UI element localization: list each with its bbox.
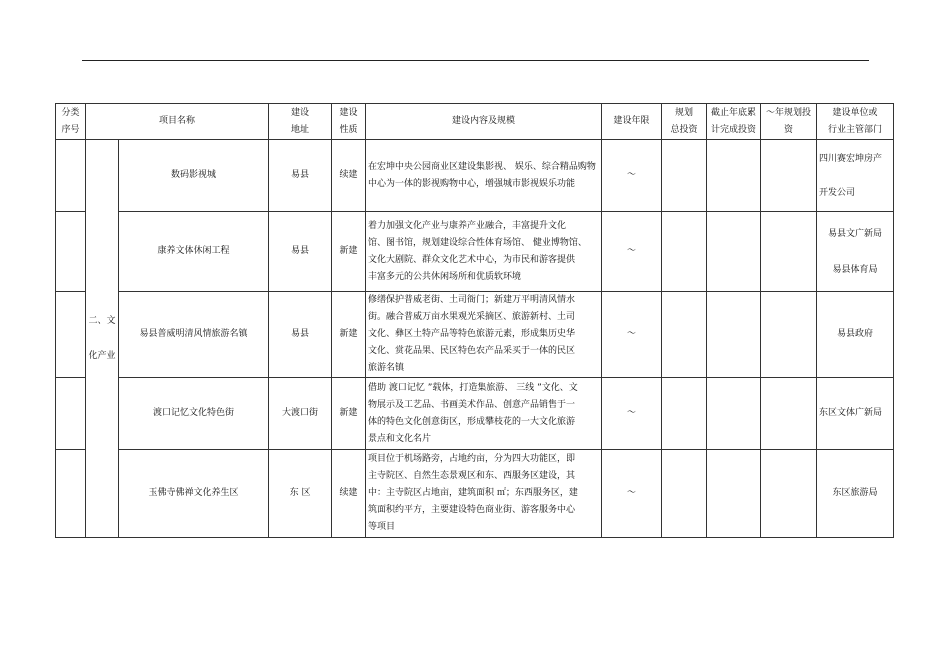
seq-cell bbox=[56, 292, 86, 378]
category-cell: 二、文 化产业 bbox=[86, 140, 119, 538]
planned-investment-cell bbox=[662, 378, 707, 450]
period-cell: ～ bbox=[602, 292, 662, 378]
completed-investment-cell bbox=[707, 292, 761, 378]
nature-cell: 续建 bbox=[332, 450, 366, 538]
header-year-plan-investment: ～年规划投 资 bbox=[761, 104, 817, 140]
table-row bbox=[56, 140, 894, 212]
header-content: 建设内容及规模 bbox=[366, 104, 602, 140]
nature-cell: 新建 bbox=[332, 212, 366, 292]
header-row bbox=[56, 104, 894, 140]
period-cell: ～ bbox=[602, 378, 662, 450]
table-row bbox=[56, 212, 894, 292]
header-completed-investment: 截止年底累 计完成投资 bbox=[707, 104, 761, 140]
table-row bbox=[56, 292, 894, 378]
unit-cell: 四川赛宏坤房产 开发公司 bbox=[817, 140, 894, 212]
completed-investment-cell bbox=[707, 140, 761, 212]
project-name-cell: 渡口记忆文化特色街 bbox=[119, 378, 269, 450]
seq-cell bbox=[56, 450, 86, 538]
year-plan-investment-cell bbox=[761, 212, 817, 292]
nature-cell: 新建 bbox=[332, 292, 366, 378]
header-planned-investment: 规划 总投资 bbox=[662, 104, 707, 140]
planned-investment-cell bbox=[662, 140, 707, 212]
year-plan-investment-cell bbox=[761, 292, 817, 378]
planned-investment-cell bbox=[662, 292, 707, 378]
completed-investment-cell bbox=[707, 378, 761, 450]
year-plan-investment-cell bbox=[761, 378, 817, 450]
project-name-cell: 数码影视城 bbox=[119, 140, 269, 212]
location-cell: 易县 bbox=[269, 212, 332, 292]
table-row bbox=[56, 378, 894, 450]
seq-cell bbox=[56, 140, 86, 212]
seq-cell bbox=[56, 378, 86, 450]
seq-cell bbox=[56, 212, 86, 292]
year-plan-investment-cell bbox=[761, 450, 817, 538]
project-table bbox=[55, 103, 894, 538]
content-cell: 在宏坤中央公园商业区建设集影视、 娱乐、综合精品购物 中心为一体的影视购物中心，增强城市影视娱乐功能 bbox=[366, 140, 602, 212]
planned-investment-cell bbox=[662, 450, 707, 538]
location-cell: 东 区 bbox=[269, 450, 332, 538]
content-cell: 着力加强文化产业与康养产业融合，丰富提升文化 馆、图书馆，规划建设综合性体育场馆、 健业博物馆、 文化大剧院、群众文化艺术中心，为市民和游客提供 丰富多元的公共休闲场所和优质软环境 bbox=[366, 212, 602, 292]
planned-investment-cell bbox=[662, 212, 707, 292]
table-row bbox=[56, 450, 894, 538]
project-name-cell: 易县普威明清风情旅游名镇 bbox=[119, 292, 269, 378]
project-name-cell: 玉佛寺佛禅文化养生区 bbox=[119, 450, 269, 538]
unit-cell: 易县政府 bbox=[817, 292, 894, 378]
nature-cell: 新建 bbox=[332, 378, 366, 450]
location-cell: 易县 bbox=[269, 292, 332, 378]
content-cell: 项目位于机场路旁，占地约亩，分为四大功能区，即 主寺院区、自然生态景观区和东、西服务区建设，其 中：主寺院区占地亩，建筑面积 ㎡；东西服务区，建 筑面积约平方，主要建设特色商业街、游客服务中心 等项目 bbox=[366, 450, 602, 538]
unit-cell: 易县文广新局 易县体育局 bbox=[817, 212, 894, 292]
header-period: 建设年限 bbox=[602, 104, 662, 140]
content-cell: 修缮保护普威老街、土司衙门；新建万平明清风情水 街。融合普威万亩水果观光采摘区、旅游新村、土司 文化、彝区土特产品等特色旅游元素，形成集历史华 文化、赏花品果、民区特色农产品采买于一体的民区 旅游名镇 bbox=[366, 292, 602, 378]
header-nature: 建设 性质 bbox=[332, 104, 366, 140]
project-name-cell: 康养文体休闲工程 bbox=[119, 212, 269, 292]
period-cell: ～ bbox=[602, 450, 662, 538]
header-category-seq: 分类 序号 bbox=[56, 104, 86, 140]
location-cell: 易县 bbox=[269, 140, 332, 212]
completed-investment-cell bbox=[707, 212, 761, 292]
header-unit: 建设单位或 行业主管部门 bbox=[817, 104, 894, 140]
year-plan-investment-cell bbox=[761, 140, 817, 212]
unit-cell: 东区文体广新局 bbox=[817, 378, 894, 450]
period-cell: ～ bbox=[602, 140, 662, 212]
unit-cell: 东区旅游局 bbox=[817, 450, 894, 538]
completed-investment-cell bbox=[707, 450, 761, 538]
header-location: 建设 地址 bbox=[269, 104, 332, 140]
top-rule bbox=[82, 60, 869, 61]
content-cell: 借助 渡口记忆 ”载体，打造集旅游、 三线 ”文化、文 物展示及工艺品、书画美术作品、创意产品销售于一 体的特色文化创意街区，形成攀枝花的一大文化旅游 景点和文化名片 bbox=[366, 378, 602, 450]
location-cell: 大渡口街 bbox=[269, 378, 332, 450]
header-project-name: 项目名称 bbox=[86, 104, 269, 140]
period-cell: ～ bbox=[602, 212, 662, 292]
nature-cell: 续建 bbox=[332, 140, 366, 212]
